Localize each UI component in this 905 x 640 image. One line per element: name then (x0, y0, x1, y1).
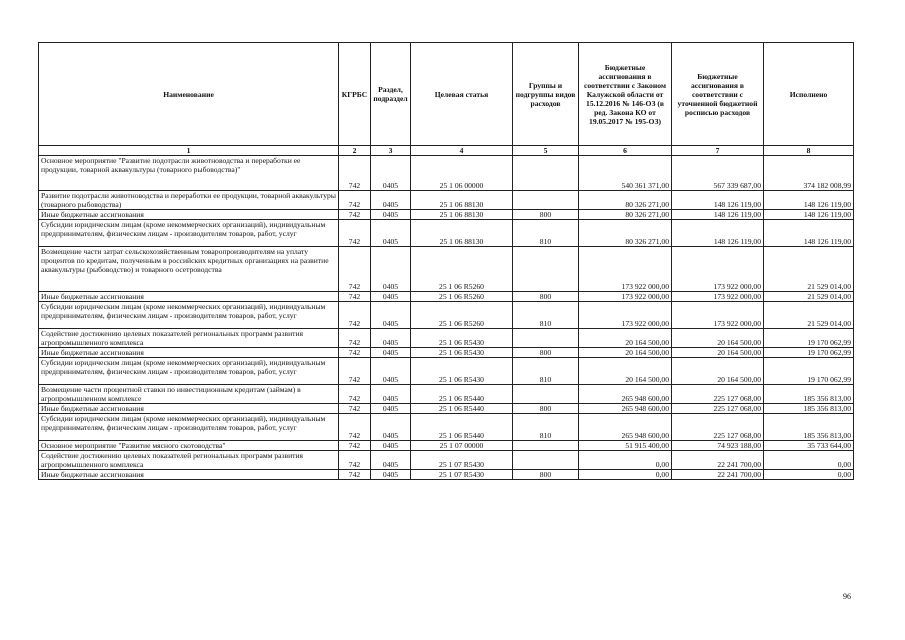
col-header-law: Бюджетные ассигнования в соответствии с Законом Калужской области от 15.12.2016 № 146-ОЗ (в ред. Закона КО от 19.05.2017 № 195-ОЗ) (579, 43, 672, 146)
row-executed-amount: 148 126 119,00 (764, 210, 854, 220)
row-refined-amount: 225 127 068,00 (672, 385, 764, 404)
budget-table (38, 42, 854, 480)
row-name: Иные бюджетные ассигнования (39, 470, 339, 480)
row-refined-amount: 74 923 188,00 (672, 441, 764, 451)
row-kgrbs: 742 (339, 191, 371, 210)
row-executed-amount: 21 529 014,00 (764, 302, 854, 329)
row-group: 810 (513, 414, 579, 441)
row-executed-amount: 185 356 813,00 (764, 414, 854, 441)
row-section: 0405 (371, 451, 411, 470)
row-section: 0405 (371, 302, 411, 329)
row-law-amount: 0,00 (579, 470, 672, 480)
row-law-amount: 265 948 600,00 (579, 404, 672, 414)
budget-table-sheet (38, 42, 853, 480)
row-law-amount: 80 326 271,00 (579, 220, 672, 247)
table-row (39, 191, 854, 210)
row-section: 0405 (371, 292, 411, 302)
row-refined-amount: 22 241 700,00 (672, 470, 764, 480)
col-header-section: Раздел, подраздел (371, 43, 411, 146)
col-header-kgrbs: КГРБС (339, 43, 371, 146)
row-section: 0405 (371, 358, 411, 385)
row-law-amount: 173 922 000,00 (579, 292, 672, 302)
row-law-amount: 173 922 000,00 (579, 247, 672, 292)
row-refined-amount: 225 127 068,00 (672, 414, 764, 441)
row-refined-amount: 173 922 000,00 (672, 292, 764, 302)
table-row (39, 385, 854, 404)
column-number: 7 (672, 146, 764, 156)
row-refined-amount: 225 127 068,00 (672, 404, 764, 414)
row-target: 25 1 06 R5260 (411, 247, 513, 292)
row-target: 25 1 07 R5430 (411, 451, 513, 470)
table-row (39, 451, 854, 470)
table-row (39, 292, 854, 302)
row-section: 0405 (371, 191, 411, 210)
row-target: 25 1 06 R5430 (411, 358, 513, 385)
row-group: 800 (513, 292, 579, 302)
row-target: 25 1 06 R5440 (411, 414, 513, 441)
row-law-amount: 0,00 (579, 451, 672, 470)
row-law-amount: 265 948 600,00 (579, 414, 672, 441)
row-name: Субсидии юридическим лицам (кроме некоммерческих организаций), индивидуальным предпринимателям, физическим лицам - производителям товаров, работ, услуг (39, 220, 339, 247)
row-kgrbs: 742 (339, 414, 371, 441)
table-row (39, 302, 854, 329)
col-header-refined: Бюджетные ассигнования в соответствии с уточненной бюджетной росписью расходов (672, 43, 764, 146)
row-group: 800 (513, 348, 579, 358)
row-target: 25 1 06 88130 (411, 191, 513, 210)
row-section: 0405 (371, 470, 411, 480)
row-executed-amount: 35 733 644,00 (764, 441, 854, 451)
row-target: 25 1 06 00000 (411, 156, 513, 191)
column-number: 2 (339, 146, 371, 156)
row-refined-amount: 148 126 119,00 (672, 220, 764, 247)
row-group (513, 329, 579, 348)
row-refined-amount: 148 126 119,00 (672, 191, 764, 210)
row-group: 800 (513, 210, 579, 220)
row-kgrbs: 742 (339, 441, 371, 451)
row-section: 0405 (371, 441, 411, 451)
row-law-amount: 540 361 371,00 (579, 156, 672, 191)
row-group (513, 191, 579, 210)
row-kgrbs: 742 (339, 348, 371, 358)
table-row (39, 414, 854, 441)
row-refined-amount: 22 241 700,00 (672, 451, 764, 470)
row-kgrbs: 742 (339, 220, 371, 247)
row-law-amount: 265 948 600,00 (579, 385, 672, 404)
row-target: 25 1 06 R5430 (411, 329, 513, 348)
row-section: 0405 (371, 210, 411, 220)
table-row (39, 441, 854, 451)
row-section: 0405 (371, 247, 411, 292)
table-row (39, 329, 854, 348)
col-header-executed: Исполнено (764, 43, 854, 146)
row-section: 0405 (371, 385, 411, 404)
row-group: 800 (513, 470, 579, 480)
column-number-row (39, 146, 854, 156)
header-row (39, 43, 854, 146)
row-kgrbs: 742 (339, 358, 371, 385)
row-name: Содействие достижению целевых показателей региональных программ развития агропромышленного комплекса (39, 451, 339, 470)
row-section: 0405 (371, 348, 411, 358)
row-section: 0405 (371, 156, 411, 191)
table-row (39, 210, 854, 220)
column-number: 3 (371, 146, 411, 156)
row-target: 25 1 06 R5260 (411, 302, 513, 329)
row-refined-amount: 148 126 119,00 (672, 210, 764, 220)
row-target: 25 1 06 R5260 (411, 292, 513, 302)
row-section: 0405 (371, 414, 411, 441)
row-target: 25 1 06 88130 (411, 210, 513, 220)
col-header-target: Целевая статья (411, 43, 513, 146)
row-kgrbs: 742 (339, 329, 371, 348)
table-row (39, 358, 854, 385)
row-group (513, 451, 579, 470)
row-kgrbs: 742 (339, 292, 371, 302)
row-law-amount: 20 164 500,00 (579, 348, 672, 358)
row-kgrbs: 742 (339, 451, 371, 470)
row-group (513, 385, 579, 404)
row-section: 0405 (371, 329, 411, 348)
column-number: 4 (411, 146, 513, 156)
row-executed-amount: 185 356 813,00 (764, 385, 854, 404)
row-name: Иные бюджетные ассигнования (39, 210, 339, 220)
row-group: 800 (513, 404, 579, 414)
row-kgrbs: 742 (339, 385, 371, 404)
row-law-amount: 80 326 271,00 (579, 191, 672, 210)
row-refined-amount: 20 164 500,00 (672, 329, 764, 348)
row-name: Основное мероприятие "Развитие подотрасли животноводства и переработки ее продукции, товарной аквакультуры (товарного рыбоводства)" (39, 156, 339, 191)
row-executed-amount: 0,00 (764, 470, 854, 480)
row-kgrbs: 742 (339, 404, 371, 414)
row-group (513, 156, 579, 191)
row-name: Иные бюджетные ассигнования (39, 292, 339, 302)
row-name: Субсидии юридическим лицам (кроме некоммерческих организаций), индивидуальным предпринимателям, физическим лицам - производителям товаров, работ, услуг (39, 302, 339, 329)
row-group (513, 247, 579, 292)
row-kgrbs: 742 (339, 247, 371, 292)
row-name: Иные бюджетные ассигнования (39, 404, 339, 414)
row-law-amount: 51 915 400,00 (579, 441, 672, 451)
row-target: 25 1 07 00000 (411, 441, 513, 451)
row-refined-amount: 173 922 000,00 (672, 247, 764, 292)
table-row (39, 348, 854, 358)
row-executed-amount: 21 529 014,00 (764, 292, 854, 302)
row-kgrbs: 742 (339, 210, 371, 220)
row-executed-amount: 21 529 014,00 (764, 247, 854, 292)
row-name: Субсидии юридическим лицам (кроме некоммерческих организаций), индивидуальным предпринимателям, физическим лицам - производителям товаров, работ, услуг (39, 414, 339, 441)
row-section: 0405 (371, 404, 411, 414)
row-target: 25 1 07 R5430 (411, 470, 513, 480)
row-refined-amount: 173 922 000,00 (672, 302, 764, 329)
row-executed-amount: 148 126 119,00 (764, 220, 854, 247)
row-group: 810 (513, 302, 579, 329)
row-target: 25 1 06 R5440 (411, 404, 513, 414)
row-refined-amount: 20 164 500,00 (672, 348, 764, 358)
row-section: 0405 (371, 220, 411, 247)
row-name: Развитие подотрасли животноводства и переработки ее продукции, товарной аквакультуры (товарного рыбоводства) (39, 191, 339, 210)
table-row (39, 247, 854, 292)
row-executed-amount: 19 170 062,99 (764, 358, 854, 385)
row-target: 25 1 06 R5440 (411, 385, 513, 404)
table-row (39, 404, 854, 414)
row-law-amount: 20 164 500,00 (579, 329, 672, 348)
col-header-group: Группы и подгруппы видов расходов (513, 43, 579, 146)
row-refined-amount: 567 339 687,00 (672, 156, 764, 191)
table-row (39, 470, 854, 480)
row-target: 25 1 06 R5430 (411, 348, 513, 358)
row-refined-amount: 20 164 500,00 (672, 358, 764, 385)
row-group (513, 441, 579, 451)
column-number: 1 (39, 146, 339, 156)
row-name: Основное мероприятие "Развитие мясного скотоводства" (39, 441, 339, 451)
row-kgrbs: 742 (339, 302, 371, 329)
row-group: 810 (513, 220, 579, 247)
row-name: Субсидии юридическим лицам (кроме некоммерческих организаций), индивидуальным предпринимателям, физическим лицам - производителям товаров, работ, услуг (39, 358, 339, 385)
column-number: 6 (579, 146, 672, 156)
row-group: 810 (513, 358, 579, 385)
table-row (39, 156, 854, 191)
row-name: Возмещение части затрат сельскохозяйственным товаропроизводителям на уплату процентов по кредитам, полученным в российских кредитных организациях на развитие аквакультуры (рыбоводство) и товарного осетроводства (39, 247, 339, 292)
row-executed-amount: 0,00 (764, 451, 854, 470)
page-number: 96 (843, 592, 851, 601)
row-law-amount: 80 326 271,00 (579, 210, 672, 220)
column-number: 5 (513, 146, 579, 156)
row-name: Возмещение части процентной ставки по инвестиционным кредитам (займам) в агропромышленном комплексе (39, 385, 339, 404)
row-executed-amount: 374 182 008,99 (764, 156, 854, 191)
row-executed-amount: 19 170 062,99 (764, 329, 854, 348)
row-kgrbs: 742 (339, 470, 371, 480)
row-kgrbs: 742 (339, 156, 371, 191)
col-header-name: Наименование (39, 43, 339, 146)
row-executed-amount: 148 126 119,00 (764, 191, 854, 210)
row-executed-amount: 185 356 813,00 (764, 404, 854, 414)
row-target: 25 1 06 88130 (411, 220, 513, 247)
table-row (39, 220, 854, 247)
column-number: 8 (764, 146, 854, 156)
row-name: Содействие достижению целевых показателей региональных программ развития агропромышленного комплекса (39, 329, 339, 348)
row-executed-amount: 19 170 062,99 (764, 348, 854, 358)
row-law-amount: 20 164 500,00 (579, 358, 672, 385)
row-name: Иные бюджетные ассигнования (39, 348, 339, 358)
row-law-amount: 173 922 000,00 (579, 302, 672, 329)
